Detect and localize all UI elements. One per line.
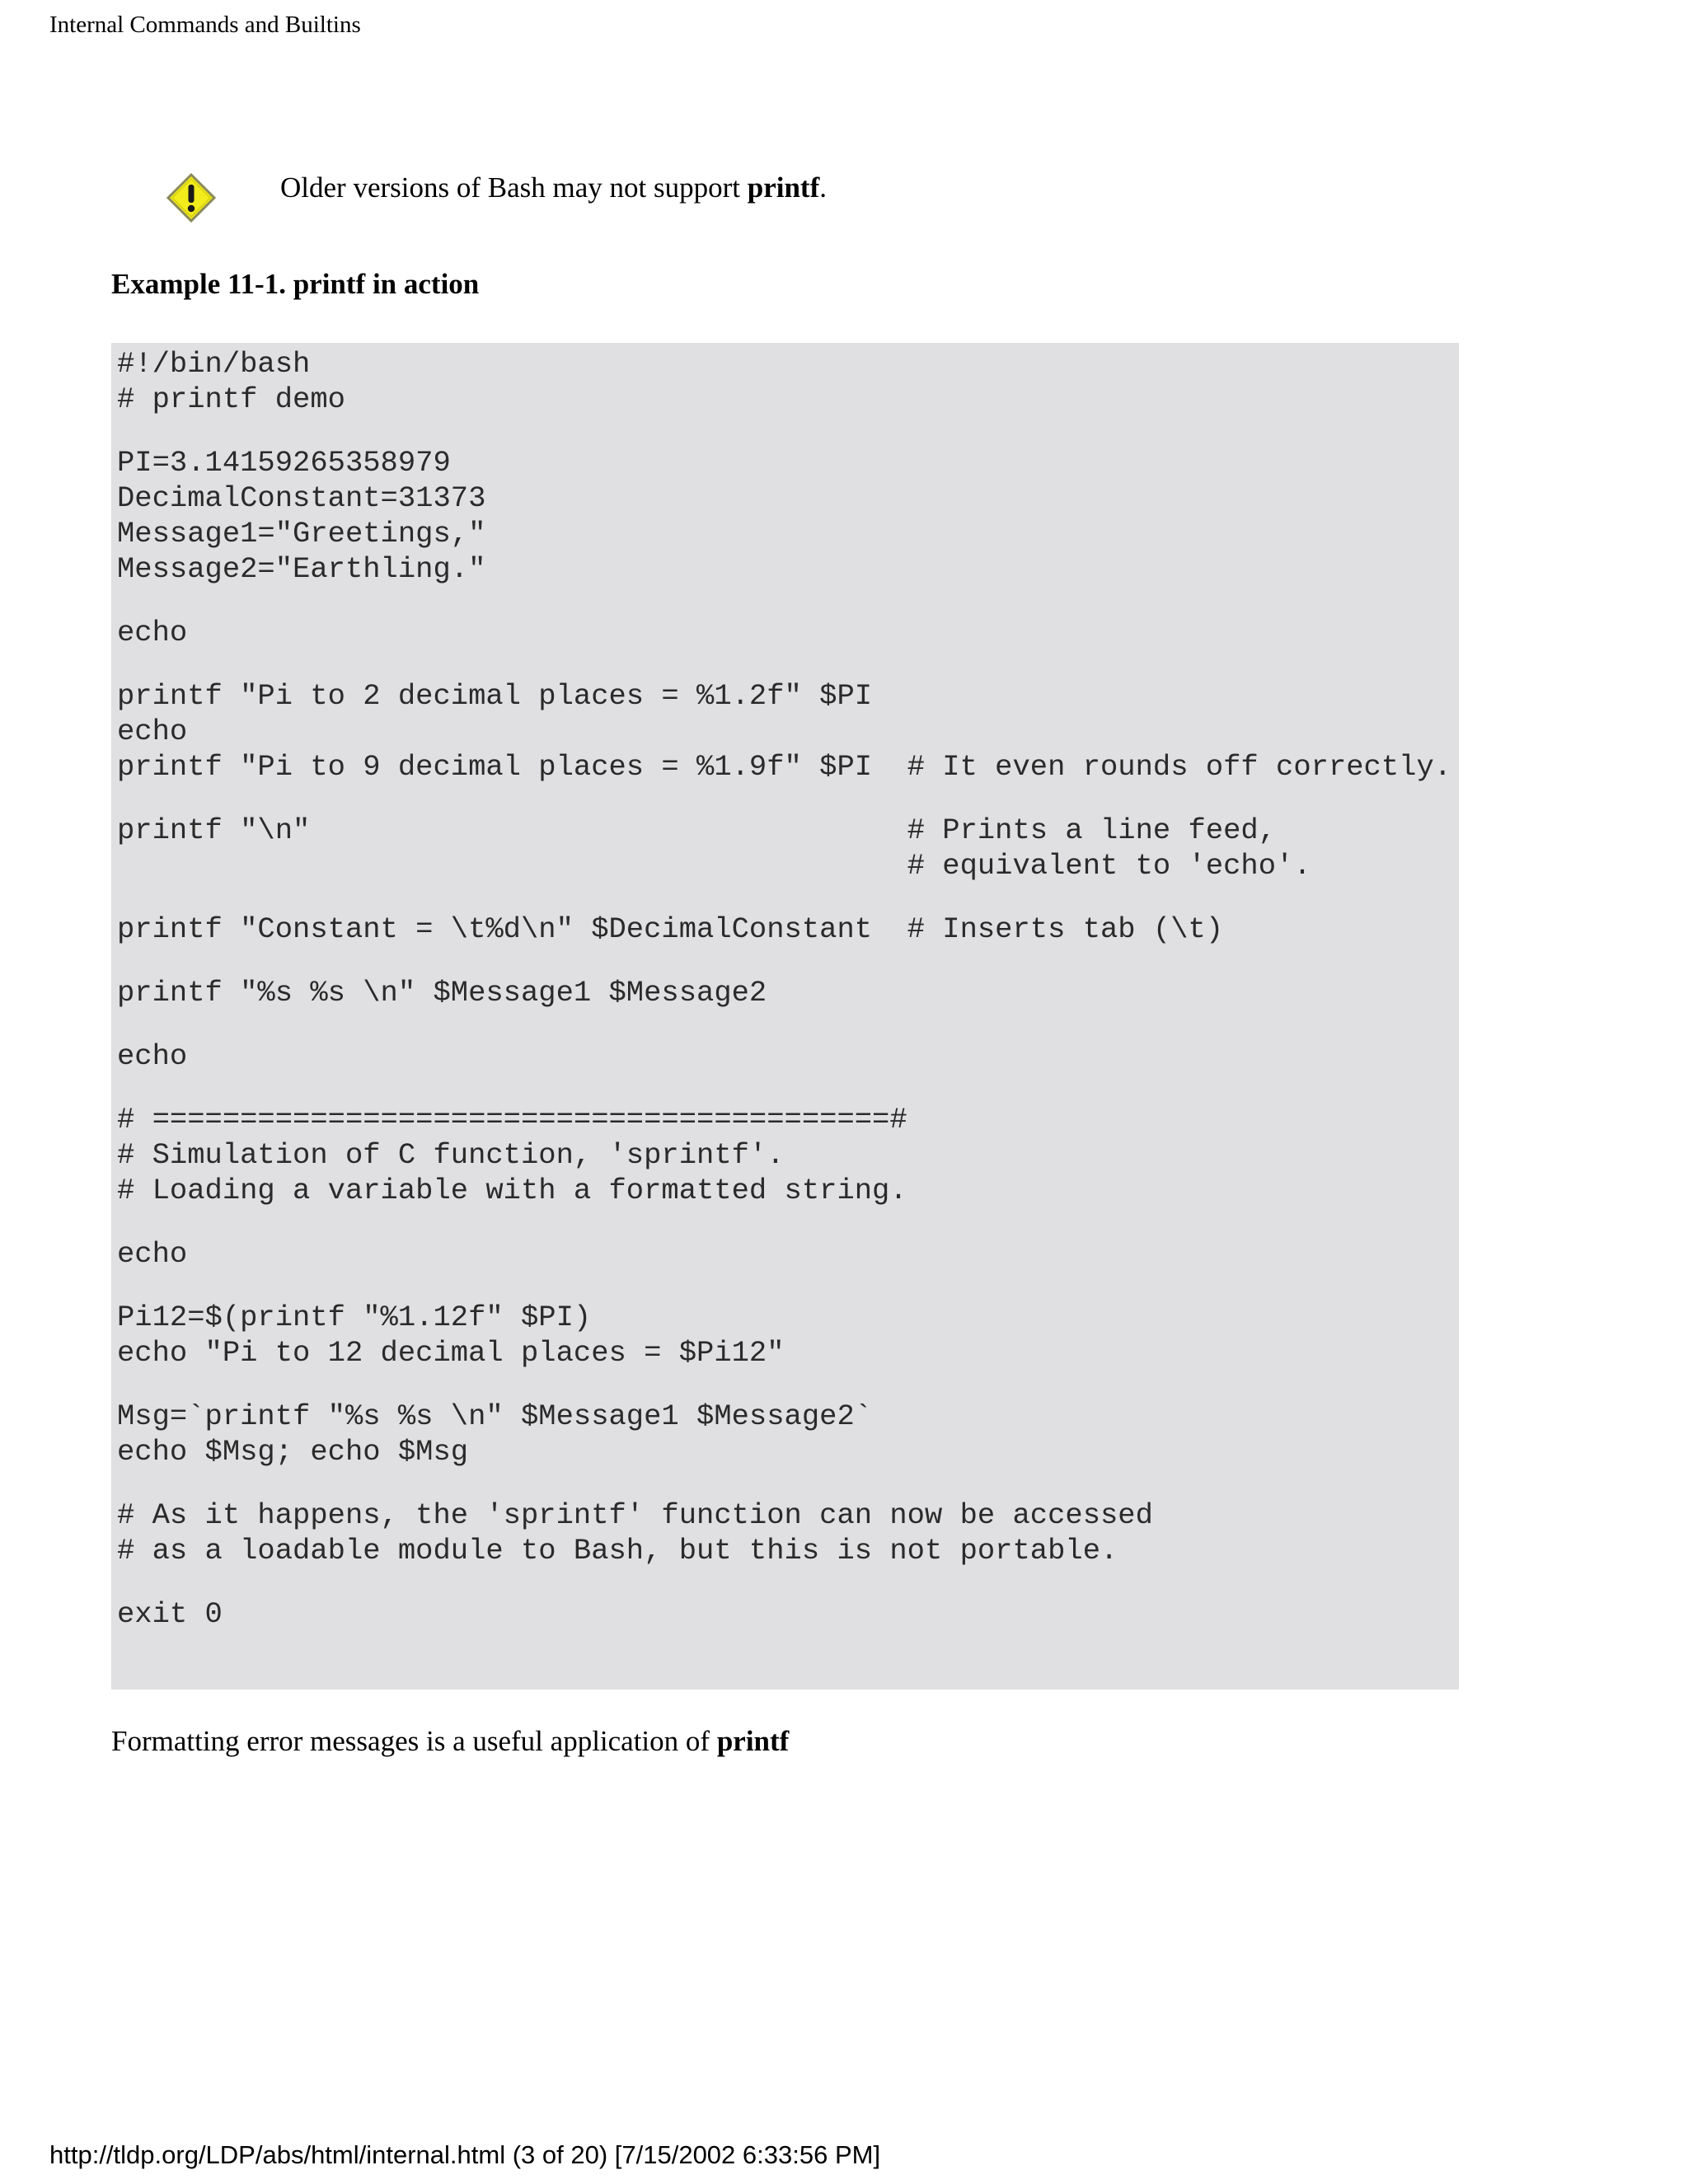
code-line: PI=3.14159265358979 — [117, 446, 451, 480]
code-line: # equivalent to 'echo'. — [117, 849, 1311, 883]
code-line: Pi12=$(printf "%1.12f" $PI) — [117, 1301, 592, 1334]
code-group — [117, 615, 187, 650]
code-line: echo — [117, 1237, 188, 1271]
running-header: Internal Commands and Builtins — [49, 12, 361, 38]
code-line: echo "Pi to 12 decimal places = $Pi12" — [117, 1336, 785, 1370]
code-line: Message2="Earthling." — [117, 552, 486, 586]
code-line: echo — [117, 1039, 188, 1073]
code-line: printf "Constant = \t%d\n" $DecimalConstant # Inserts tab (\t) — [117, 912, 1224, 946]
code-line: Message1="Greetings," — [117, 517, 486, 551]
code-line: echo — [117, 616, 188, 649]
body-paragraph — [111, 1721, 789, 1762]
code-group — [117, 1102, 907, 1208]
code-line: #!/bin/bash — [117, 347, 311, 381]
body-paragraph-text: Formatting error messages is a useful application of — [111, 1725, 717, 1757]
code-line: DecimalConstant=31373 — [117, 481, 486, 515]
code-group — [117, 678, 1451, 785]
code-group — [117, 975, 767, 1010]
code-line: printf "Pi to 9 decimal places = %1.9f" $PI # It even rounds off correctly. — [117, 750, 1452, 784]
code-group — [117, 445, 485, 587]
code-group — [117, 813, 1311, 883]
code-block — [111, 343, 1459, 1690]
code-group — [117, 1038, 187, 1074]
code-group — [117, 1497, 1153, 1568]
code-line: echo — [117, 715, 188, 748]
code-group — [117, 1300, 785, 1371]
code-line: # ==========================================# — [117, 1103, 907, 1137]
warning-text-command: printf — [747, 171, 820, 204]
code-line: echo $Msg; echo $Msg — [117, 1435, 469, 1469]
code-line: # as a loadable module to Bash, but this is not portable. — [117, 1534, 1118, 1568]
code-line: Msg=`printf "%s %s \n" $Message1 $Message2` — [117, 1399, 873, 1433]
running-footer: http://tldp.org/LDP/abs/html/internal.html (3 of 20) [7/15/2002 6:33:56 PM] — [49, 2140, 881, 2169]
warning-text-before: Older versions of Bash may not support — [280, 171, 748, 204]
example-title: Example 11-1. printf in action — [111, 268, 480, 300]
code-group — [117, 1399, 872, 1469]
code-line: # printf demo — [117, 382, 345, 416]
code-line: printf "%s %s \n" $Message1 $Message2 — [117, 976, 767, 1010]
code-line: # Loading a variable with a formatted string. — [117, 1174, 907, 1207]
code-group — [117, 1236, 187, 1272]
code-line: printf "\n" # Prints a line feed, — [117, 813, 1277, 847]
code-group — [117, 1596, 223, 1632]
warning-text-after: . — [819, 171, 827, 204]
warning-text — [280, 167, 827, 209]
code-line: printf "Pi to 2 decimal places = %1.2f" $PI — [117, 679, 873, 713]
warning-note — [165, 169, 218, 227]
code-group — [117, 912, 1223, 947]
code-group — [117, 346, 345, 417]
code-line: exit 0 — [117, 1597, 223, 1631]
body-paragraph-command: printf — [716, 1725, 790, 1757]
code-line: # Simulation of C function, 'sprintf'. — [117, 1138, 785, 1172]
code-line: # As it happens, the 'sprintf' function can now be accessed — [117, 1498, 1153, 1532]
warning-icon — [165, 171, 218, 224]
